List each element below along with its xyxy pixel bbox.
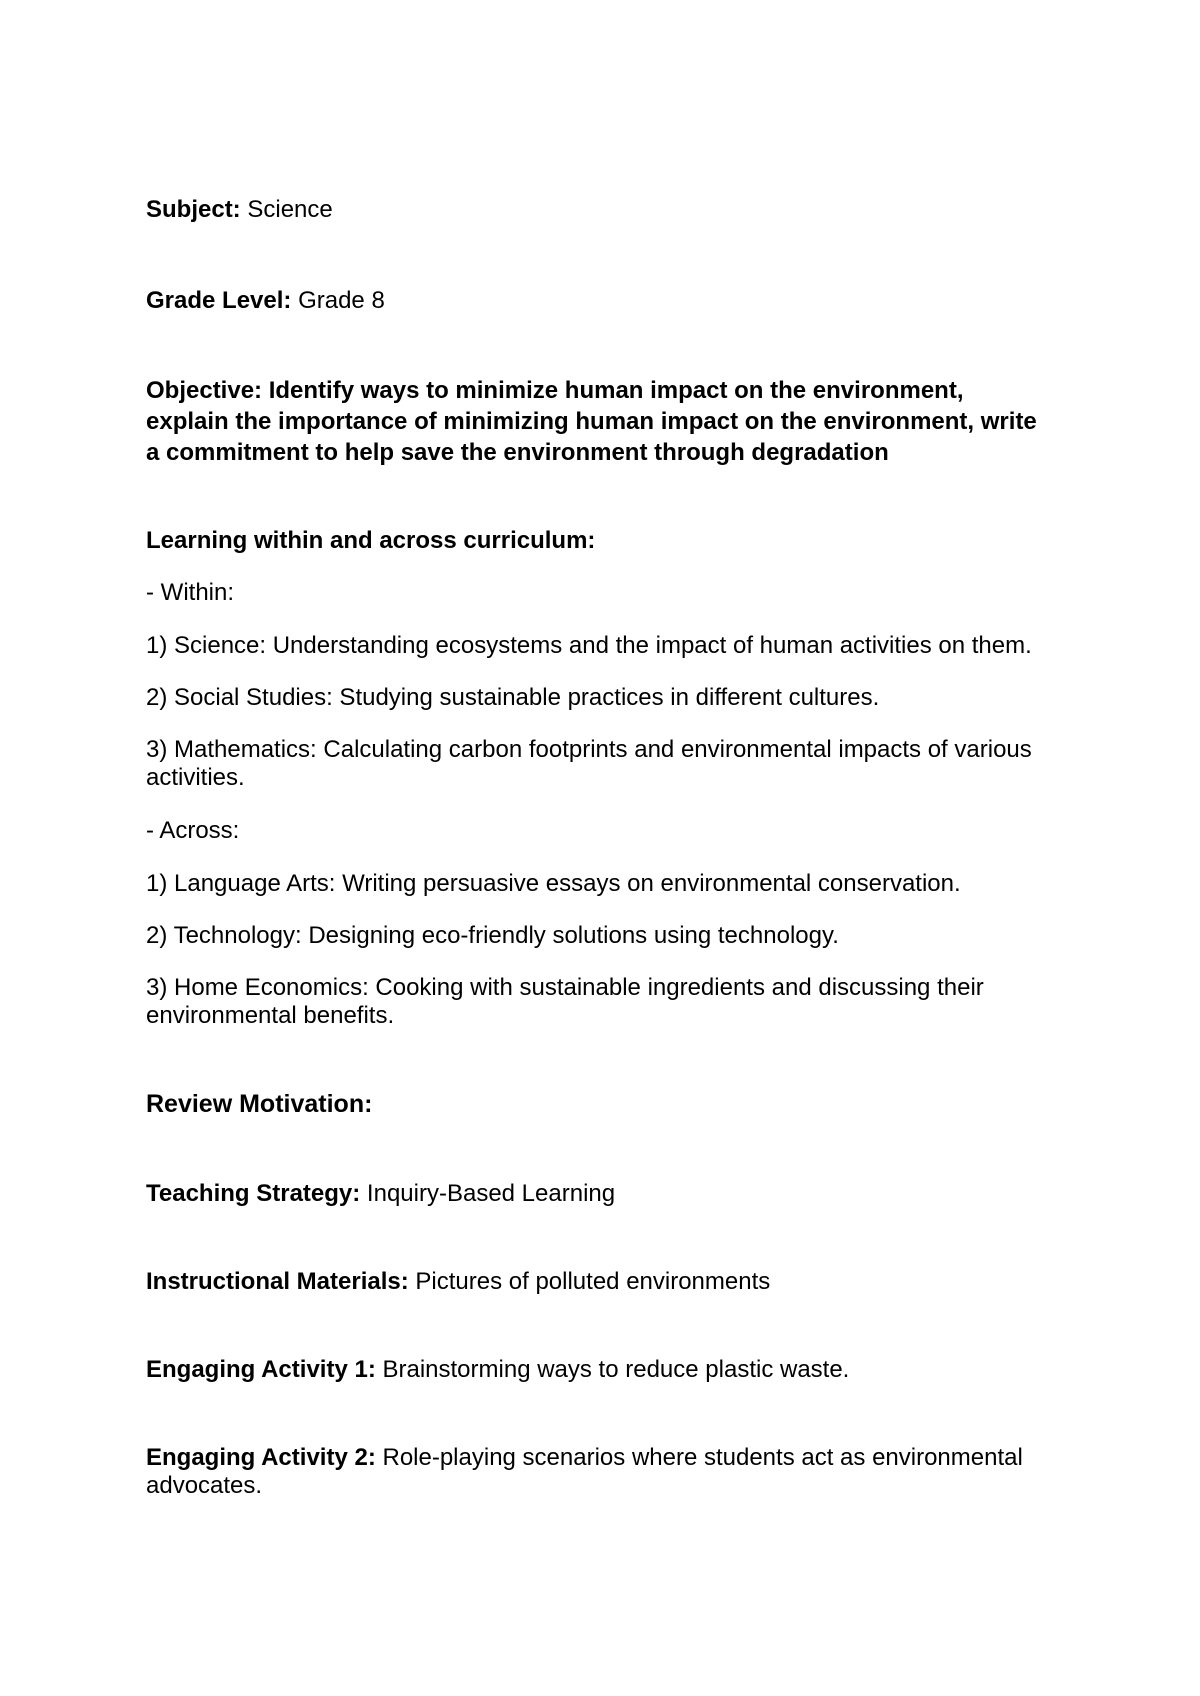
engaging-activity-1-label: Engaging Activity 1: [146, 1356, 376, 1383]
objective-text-1: Identify ways to minimize human impact on the environment, [262, 377, 964, 404]
objective-label: Objective: [146, 377, 263, 404]
subject-value: Science [240, 196, 333, 223]
across-item-2: 2) Technology: Designing eco-friendly solutions using technology. [146, 922, 839, 949]
across-item-3: 3) Home Economics: Cooking with sustainable ingredients and discussing their environmental benefits. [146, 974, 984, 1029]
teaching-strategy-line [146, 1180, 1076, 1208]
subject-line [146, 196, 1076, 224]
within-item-1: 1) Science: Understanding ecosystems and the impact of human activities on them. [146, 632, 1032, 659]
grade-level-line [146, 287, 1076, 315]
grade-level-label: Grade Level: [146, 287, 292, 314]
engaging-activity-2-value: Role-playing scenarios where students act as environmental advocates. [146, 1444, 1023, 1499]
within-label: - Within: [146, 579, 235, 606]
review-motivation-heading: Review Motivation: [146, 1090, 373, 1118]
engaging-activity-2-line [146, 1444, 1076, 1500]
objective-line-2: explain the importance of minimizing human impact on the environment, write [146, 408, 1037, 435]
teaching-strategy-value: Inquiry-Based Learning [360, 1180, 616, 1207]
engaging-activity-1-value: Brainstorming ways to reduce plastic waste. [375, 1356, 850, 1383]
across-item-1: 1) Language Arts: Writing persuasive essays on environmental conservation. [146, 870, 961, 897]
subject-label: Subject: [146, 196, 241, 223]
objective-line-1 [146, 377, 1076, 405]
engaging-activity-1-line [146, 1356, 1076, 1384]
curriculum-heading: Learning within and across curriculum: [146, 527, 596, 554]
objective-line-3: a commitment to help save the environment through degradation [146, 439, 889, 466]
instructional-materials-label: Instructional Materials: [146, 1268, 409, 1295]
teaching-strategy-label: Teaching Strategy: [146, 1180, 361, 1207]
within-item-2: 2) Social Studies: Studying sustainable practices in different cultures. [146, 684, 880, 711]
instructional-materials-line [146, 1268, 1076, 1296]
within-item-3: 3) Mathematics: Calculating carbon footprints and environmental impacts of various activities. [146, 736, 1032, 791]
instructional-materials-value: Pictures of polluted environments [408, 1268, 771, 1295]
across-label: - Across: [146, 817, 240, 844]
grade-level-value: Grade 8 [291, 287, 385, 314]
engaging-activity-2-label: Engaging Activity 2: [146, 1444, 376, 1471]
